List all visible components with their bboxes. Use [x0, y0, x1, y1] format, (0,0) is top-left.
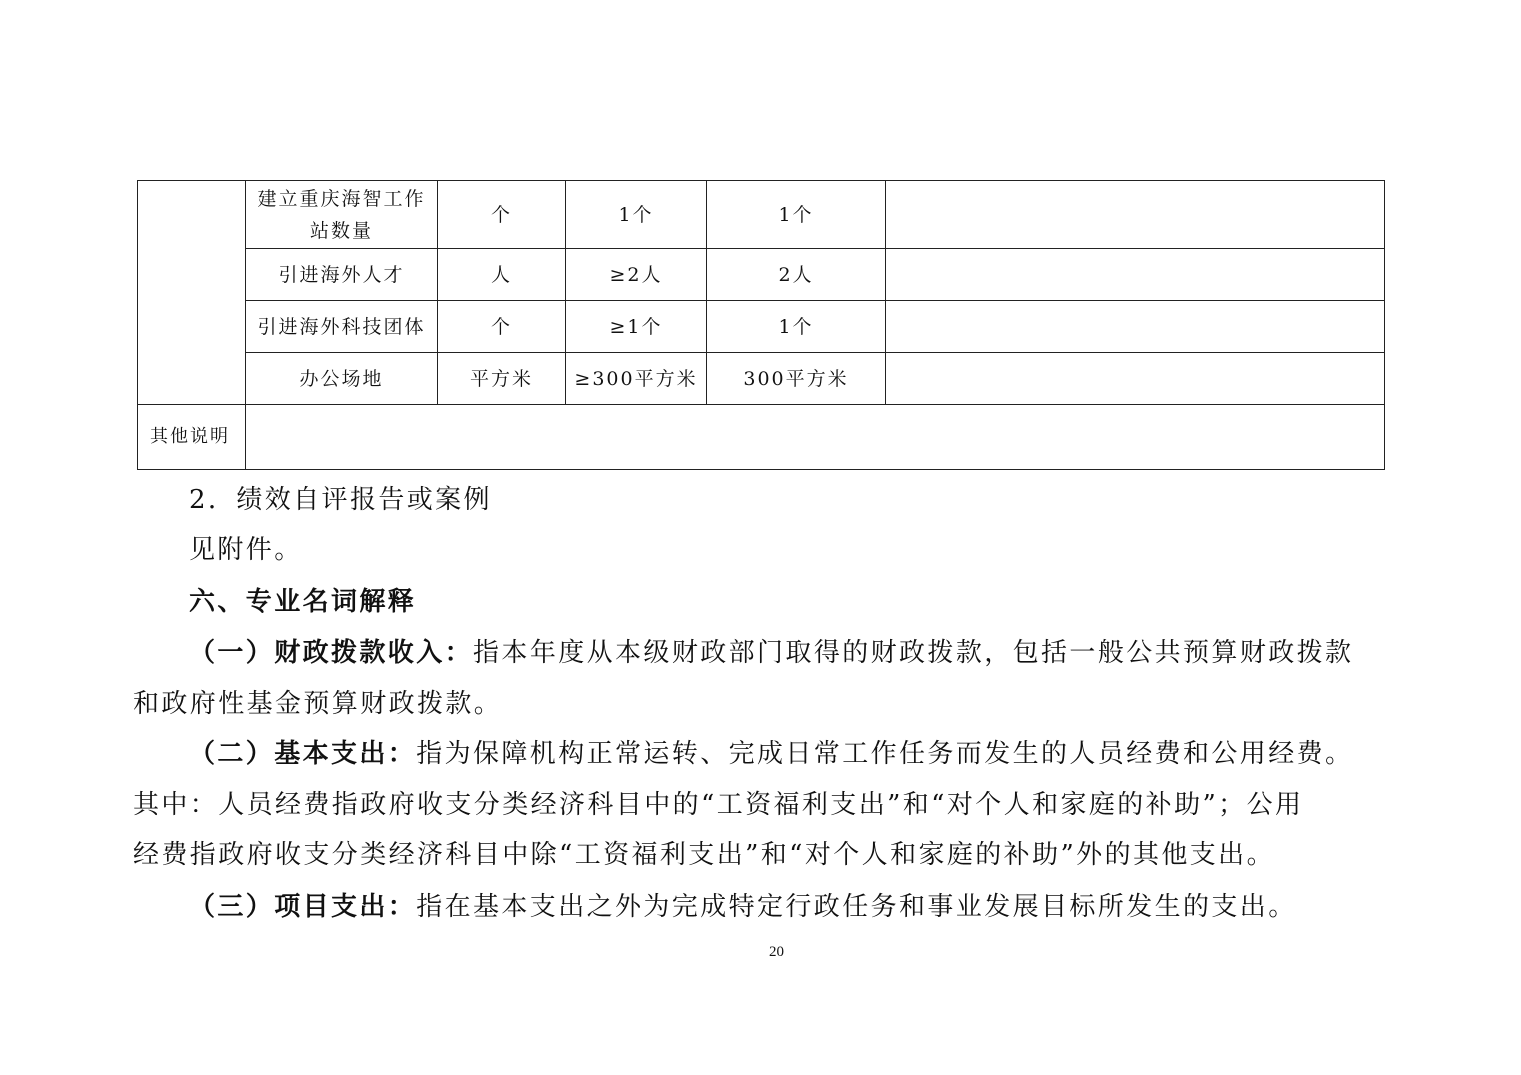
target-cell: ≥2人	[566, 249, 707, 301]
actual-cell: 300平方米	[707, 353, 886, 405]
definition-item-1-cont: 和政府性基金预算财政拨款。	[133, 689, 503, 719]
table-row	[138, 301, 1385, 353]
indicator-cell: 引进海外人才	[246, 249, 438, 301]
table-row	[138, 181, 1385, 249]
page-number: 20	[769, 944, 784, 960]
actual-cell: 1个	[707, 301, 886, 353]
actual-cell: 1个	[707, 181, 886, 249]
definition-item-1	[189, 627, 1439, 679]
table-row	[138, 353, 1385, 405]
other-notes-label: 其他说明	[138, 405, 246, 470]
definition-item-2	[189, 728, 1439, 780]
other-notes-value	[246, 405, 1385, 470]
section2-body: 见附件。	[189, 535, 303, 565]
definition-item-2-cont: 其中：人员经费指政府收支分类经济科目中的“工资福利支出”和“对个人和家庭的补助”；公用	[133, 790, 1304, 820]
unit-cell: 个	[438, 301, 566, 353]
unit-cell: 个	[438, 181, 566, 249]
note-cell	[886, 181, 1385, 249]
definition-text: 指为保障机构正常运转、完成日常工作任务而发生的人员经费和公用经费。	[416, 739, 1354, 769]
definition-term: （二）基本支出：	[189, 739, 417, 769]
indicator-cell: 建立重庆海智工作站数量	[246, 181, 438, 249]
note-cell	[886, 301, 1385, 353]
definition-term: （三）项目支出：	[189, 892, 417, 922]
indicator-cell: 引进海外科技团体	[246, 301, 438, 353]
target-cell: 1个	[566, 181, 707, 249]
target-cell: ≥1个	[566, 301, 707, 353]
category-cell	[138, 181, 246, 405]
section2-heading: 2．绩效自评报告或案例	[189, 485, 492, 515]
note-cell	[886, 353, 1385, 405]
target-cell: ≥300平方米	[566, 353, 707, 405]
note-cell	[886, 249, 1385, 301]
performance-table	[137, 180, 1385, 470]
unit-cell: 平方米	[438, 353, 566, 405]
definition-item-3	[189, 881, 1439, 933]
definition-text: 指在基本支出之外为完成特定行政任务和事业发展目标所发生的支出。	[416, 892, 1297, 922]
section6-heading: 六、专业名词解释	[189, 587, 417, 617]
table-row	[138, 405, 1385, 470]
actual-cell: 2人	[707, 249, 886, 301]
unit-cell: 人	[438, 249, 566, 301]
indicator-cell: 办公场地	[246, 353, 438, 405]
definition-item-2-cont: 经费指政府收支分类经济科目中除“工资福利支出”和“对个人和家庭的补助”外的其他支出。	[133, 840, 1275, 870]
table-row	[138, 249, 1385, 301]
definition-term: （一）财政拨款收入：	[189, 638, 474, 668]
definition-text: 指本年度从本级财政部门取得的财政拨款，包括一般公共预算财政拨款	[473, 638, 1354, 668]
